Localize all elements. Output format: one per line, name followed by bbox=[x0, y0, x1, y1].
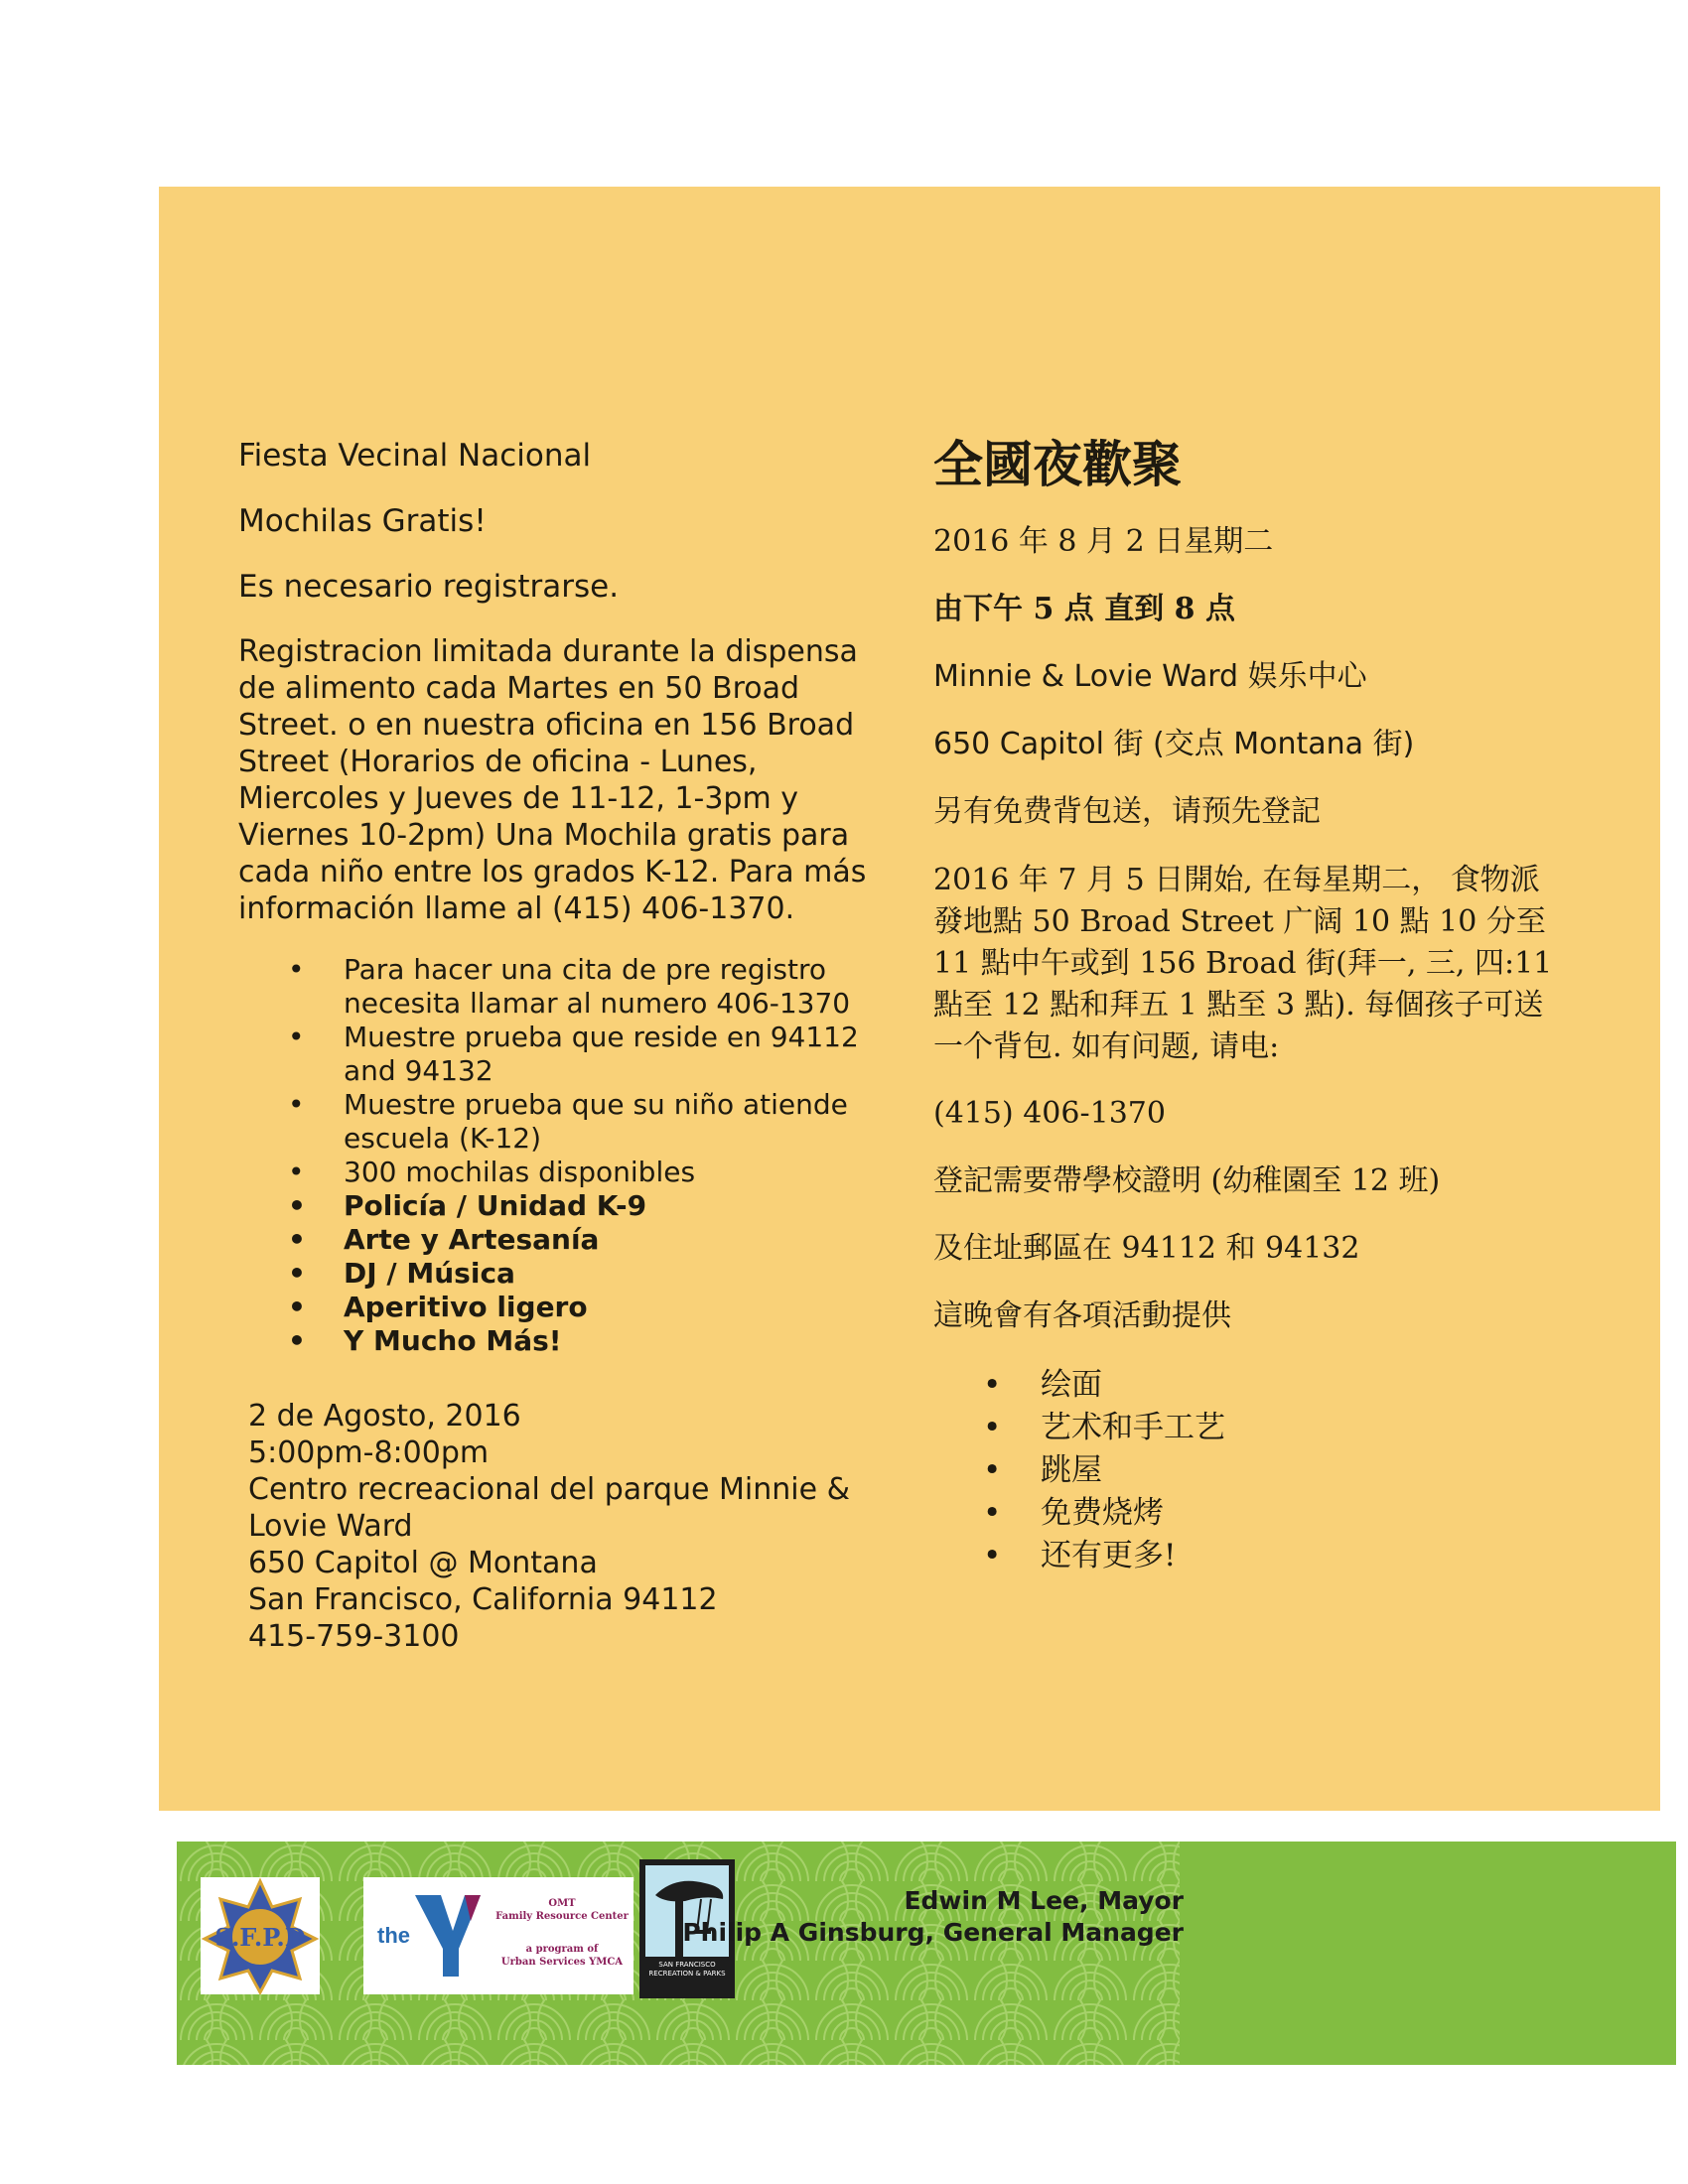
list-item: • Y Mucho Más! bbox=[344, 1324, 874, 1358]
event-city: San Francisco, California 94112 bbox=[248, 1582, 718, 1617]
event-date: 2 de Agosto, 2016 bbox=[248, 1399, 521, 1433]
chinese-event-title: 全國夜歡聚 bbox=[933, 435, 1182, 493]
spanish-bullet-list bbox=[238, 953, 874, 1358]
spanish-column bbox=[238, 437, 874, 1655]
chinese-registration-paragraph: 2016 年 7 月 5 日開始, 在每星期二， 食物派發地點 50 Broad Street 广阔 10 點 10 分至 11 點中午或到 156 Broad 街(拜一, 三, 四:11 點至 12 點和拜五 1 點至 3 點). 每個孩子可送一个背包. 如有问题, 请电: bbox=[933, 863, 1553, 1064]
chinese-activities-intro: 這晚會有各項活動提供 bbox=[933, 1298, 1231, 1333]
mayor-name: Edwin M Lee, Mayor bbox=[904, 1886, 1184, 1915]
chinese-proof-school: 登記需要帶學校證明 (幼稚園至 12 班) bbox=[933, 1163, 1441, 1198]
event-venue: Centro recreacional del parque Minnie & Lovie Ward bbox=[248, 1472, 850, 1544]
sponsor-banner bbox=[177, 1842, 1676, 2065]
list-item: • DJ / Música bbox=[344, 1257, 874, 1291]
officials-block bbox=[682, 1885, 1184, 1949]
event-phone: 415-759-3100 bbox=[248, 1619, 460, 1654]
spanish-free-backpacks: Mochilas Gratis! bbox=[238, 503, 487, 539]
event-address-block bbox=[248, 1398, 874, 1655]
chinese-proof-address: 及住址郵區在 94112 和 94132 bbox=[933, 1231, 1360, 1266]
ymca-program-text: a program of Urban Services YMCA bbox=[500, 1944, 624, 1968]
chinese-register-note: 另有免费背包送，请预先登記 bbox=[933, 794, 1321, 829]
list-item: • 跳屋 bbox=[1041, 1449, 1569, 1492]
rec-parks-text: SAN FRANCISCO RECREATION & PARKS bbox=[648, 1961, 726, 1978]
sfpd-logo bbox=[201, 1877, 320, 1994]
list-item: • 艺术和手工艺 bbox=[1041, 1407, 1569, 1449]
chinese-venue: Minnie & Lovie Ward 娱乐中心 bbox=[933, 659, 1367, 694]
chinese-street: 650 Capitol 街 (交点 Montana 街) bbox=[933, 727, 1415, 761]
list-item: • Para hacer una cita de pre registro necesita llamar al numero 406-1370 bbox=[344, 953, 874, 1021]
list-item: • Aperitivo ligero bbox=[344, 1291, 874, 1324]
spanish-event-title: Fiesta Vecinal Nacional bbox=[238, 438, 592, 474]
general-manager-name: Philip A Ginsburg, General Manager bbox=[682, 1918, 1184, 1947]
ymca-omt-text: OMT Family Resource Center bbox=[495, 1898, 629, 1922]
svg-text:S.F.P.D: S.F.P.D bbox=[214, 1923, 306, 1952]
chinese-time: 由下午 5 点 直到 8 点 bbox=[933, 592, 1235, 626]
sfpd-star-icon bbox=[201, 1877, 320, 1994]
chinese-bullet-list bbox=[933, 1364, 1569, 1577]
event-street: 650 Capitol @ Montana bbox=[248, 1546, 598, 1580]
chinese-date: 2016 年 8 月 2 日星期二 bbox=[933, 524, 1274, 559]
list-item: • 还有更多! bbox=[1041, 1535, 1569, 1577]
spanish-registration-required: Es necesario registrarse. bbox=[238, 569, 620, 605]
ymca-y-icon bbox=[413, 1891, 483, 1980]
list-item: • Muestre prueba que reside en 94112 and 94132 bbox=[344, 1021, 874, 1088]
list-item: • Policía / Unidad K-9 bbox=[344, 1189, 874, 1223]
event-time: 5:00pm-8:00pm bbox=[248, 1435, 490, 1470]
ymca-logo bbox=[363, 1877, 633, 1994]
list-item: • 免费烧烤 bbox=[1041, 1492, 1569, 1535]
ymca-the-text: the bbox=[377, 1923, 410, 1948]
chinese-phone: (415) 406-1370 bbox=[933, 1096, 1166, 1131]
spanish-registration-paragraph: Registracion limitada durante la dispensa de alimento cada Martes en 50 Broad Street. o en nuestra oficina en 156 Broad Street (Horarios de oficina - Lunes, Miercoles y Jueves de 11-12, 1-3pm y Viernes 10-2pm) Una Mochila gratis para cada niño entre los grados K-12. Para más información llame al (415) 406-1370. bbox=[238, 634, 867, 926]
list-item: • Arte y Artesanía bbox=[344, 1223, 874, 1257]
list-item: • 300 mochilas disponibles bbox=[344, 1156, 874, 1189]
list-item: • 绘面 bbox=[1041, 1364, 1569, 1407]
chinese-column bbox=[933, 435, 1569, 1577]
list-item: • Muestre prueba que su niño atiende escuela (K-12) bbox=[344, 1088, 874, 1156]
